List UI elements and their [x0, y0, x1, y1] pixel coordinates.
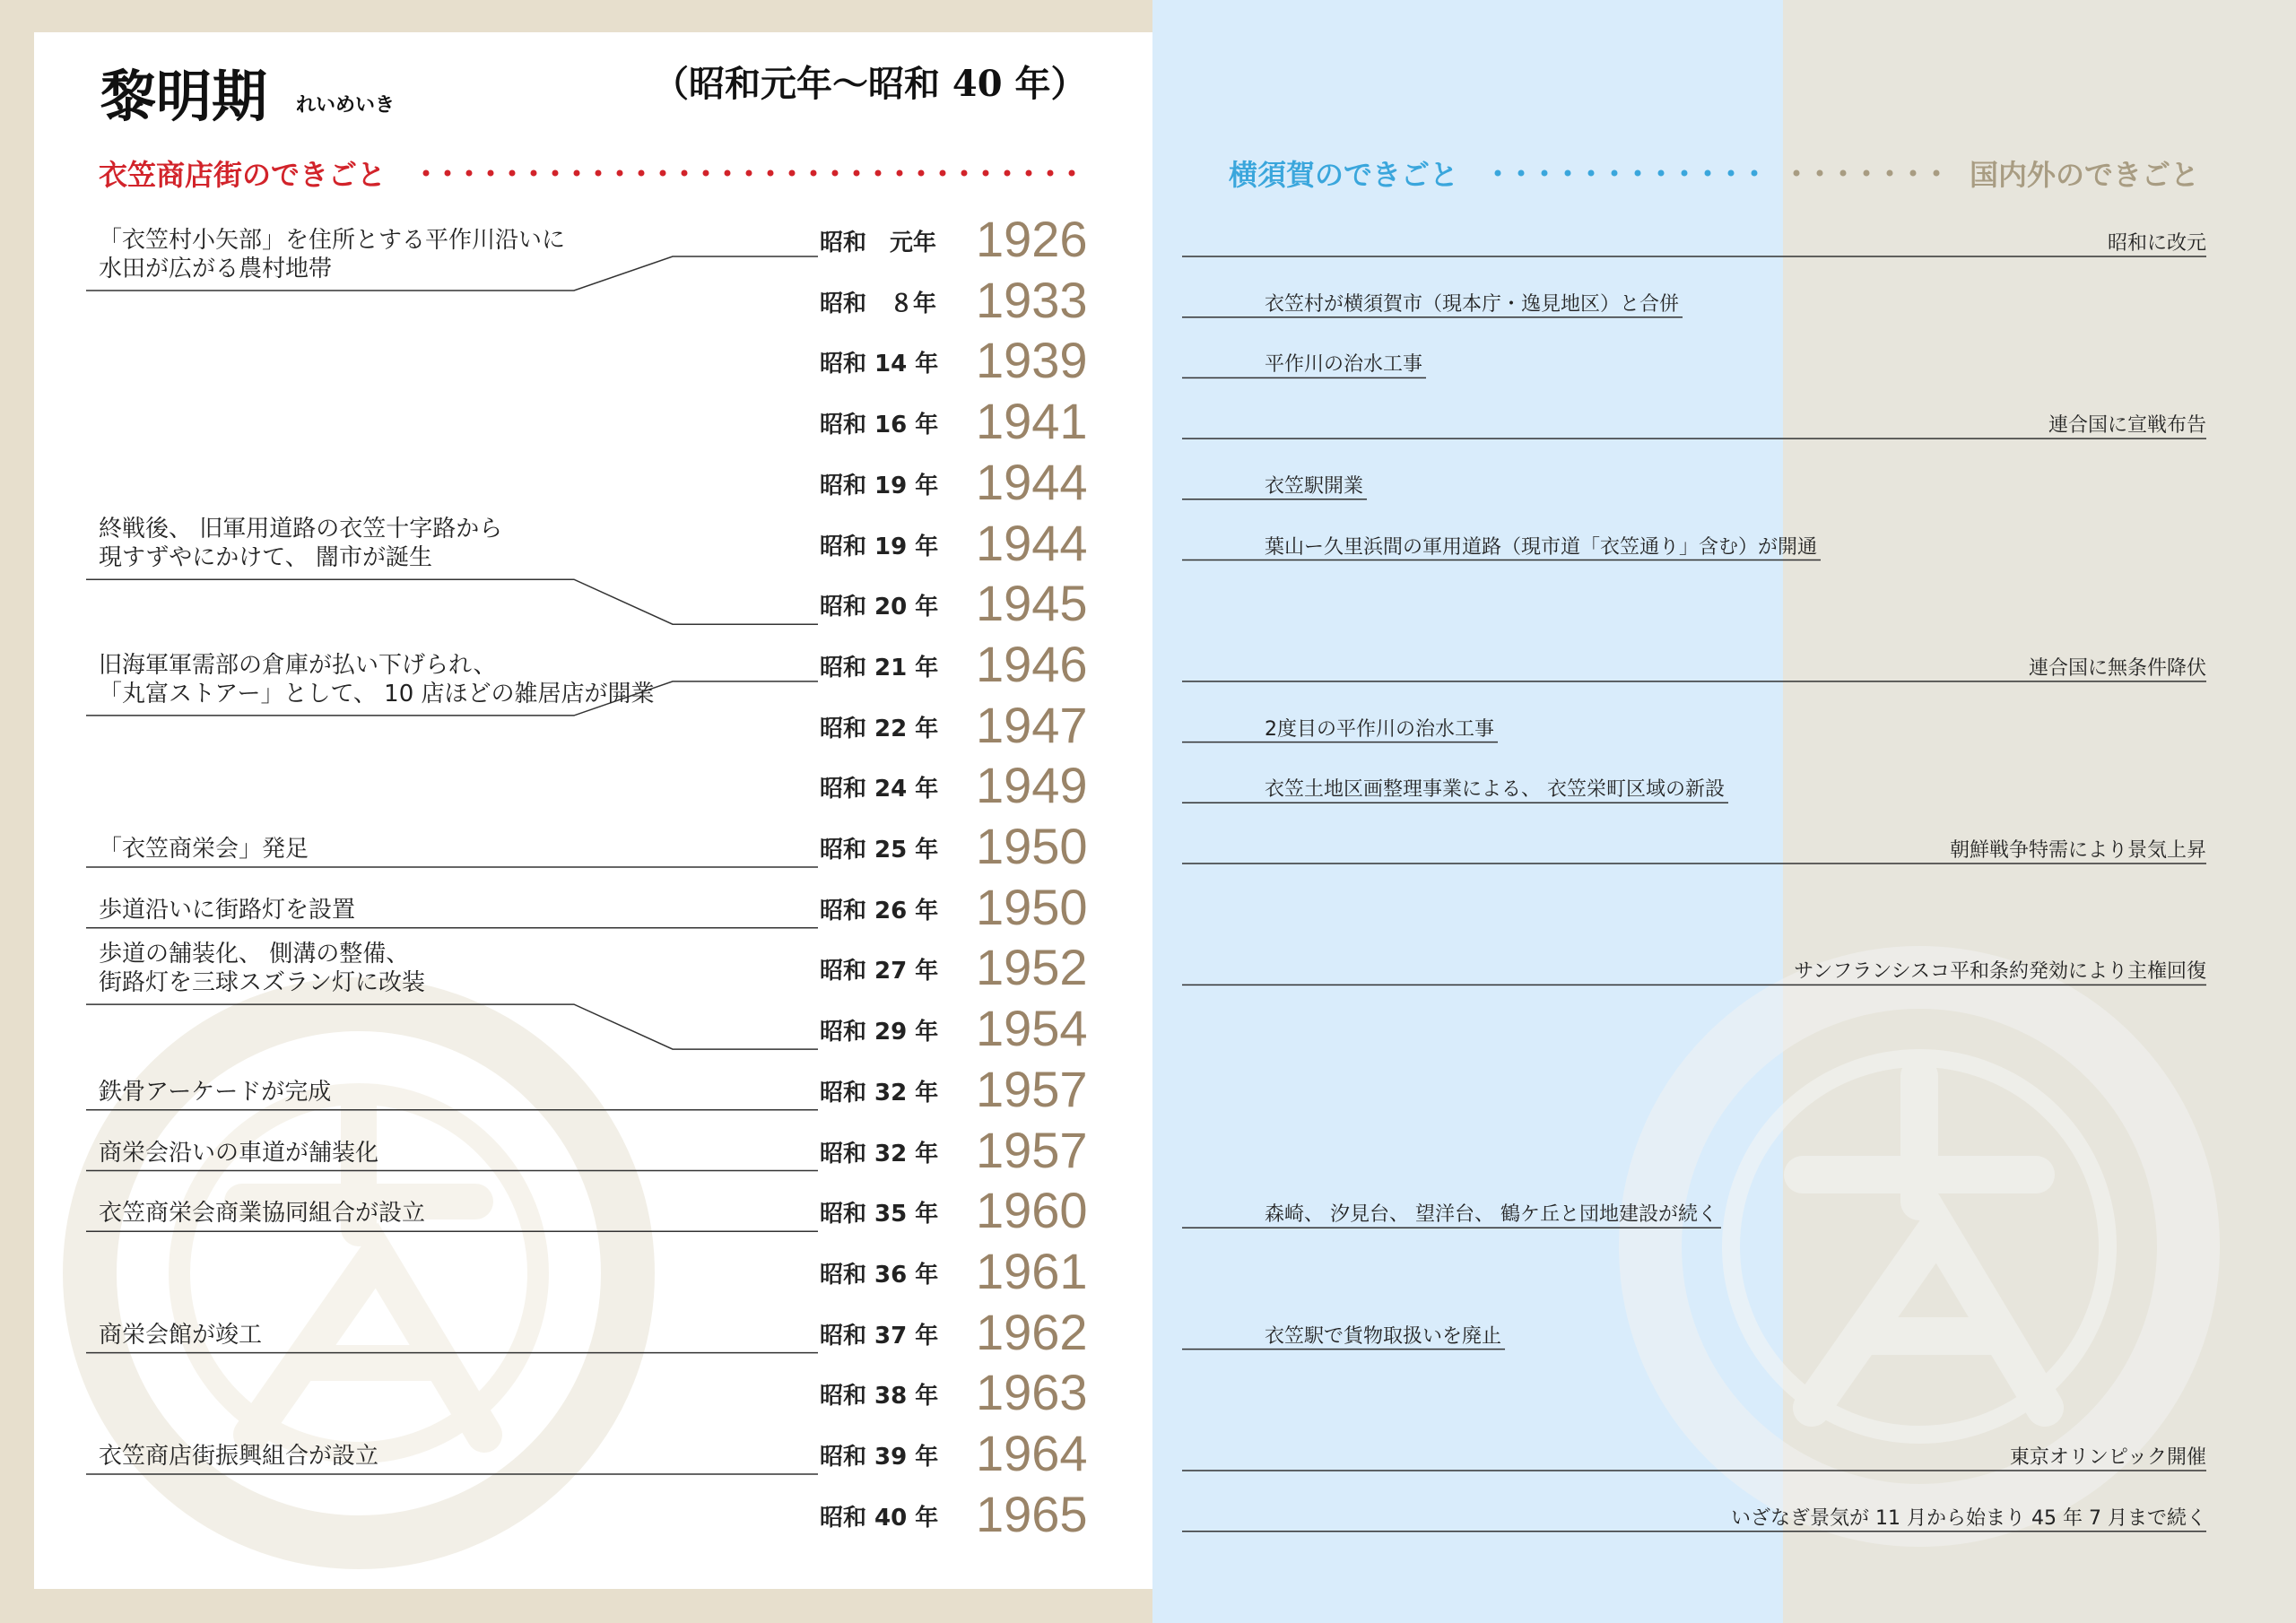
timeline-row	[0, 1485, 2296, 1549]
timeline-row	[0, 820, 2296, 881]
year-label: 1954	[976, 1000, 1088, 1057]
era-label: 昭和 27 年	[820, 958, 939, 985]
world-event: いざなぎ景気が 11 月から始まり 45 年 7 月まで続く	[1731, 1506, 2206, 1530]
local-event-line: 歩道の舗装化、 側溝の整備、	[99, 941, 410, 968]
city-event: 衣笠駅で貨物取扱いを廃止	[1265, 1324, 1502, 1348]
section-heading-local: 衣笠商店街のできごと	[99, 158, 387, 192]
era-label: 昭和 35 年	[820, 1201, 939, 1228]
year-label: 1944	[976, 514, 1088, 571]
era-label: 昭和 32 年	[820, 1140, 939, 1167]
local-event-line: 現すずやにかけて、 闇市が誕生	[99, 544, 433, 572]
year-label: 1949	[976, 757, 1088, 814]
local-event-line: 終戦後、 旧軍用道路の衣笠十字路から	[99, 516, 503, 543]
timeline-row	[0, 1303, 2296, 1367]
timeline-row	[0, 334, 2296, 395]
year-label: 1960	[976, 1182, 1088, 1239]
local-event	[99, 515, 502, 572]
era-label: 昭和 37 年	[820, 1322, 939, 1350]
year-label: 1952	[976, 939, 1088, 996]
era-label: 昭和 39 年	[820, 1444, 939, 1471]
local-event	[99, 1199, 425, 1228]
city-event: 衣笠土地区画整理事業による、 衣笠栄町区域の新設	[1265, 778, 1725, 802]
year-label: 1963	[976, 1364, 1088, 1421]
city-event: 衣笠駅開業	[1265, 474, 1364, 498]
city-event: 2度目の平作川の治水工事	[1265, 717, 1494, 741]
era-label: 昭和 ８年	[820, 290, 937, 317]
year-label: 1957	[976, 1060, 1088, 1117]
local-event-line: 商栄会沿いの車道が舗装化	[99, 1139, 379, 1167]
era-label: 昭和 20 年	[820, 594, 939, 621]
local-event	[99, 1139, 378, 1167]
era-label: 昭和 36 年	[820, 1261, 939, 1289]
era-label: 昭和 19 年	[820, 472, 939, 499]
era-label: 昭和 25 年	[820, 837, 939, 864]
timeline-row	[0, 577, 2296, 638]
local-event-line: 衣笠商店街振興組合が設立	[99, 1443, 379, 1470]
year-label: 1947	[976, 696, 1088, 753]
local-event	[99, 1078, 331, 1107]
era-label: 昭和 14 年	[820, 351, 939, 378]
local-event-line: 「衣笠村小矢部」を住所とする平作川沿いに	[99, 227, 566, 254]
section-heading-world: 国内外のできごと	[1970, 158, 2200, 192]
era-label: 昭和 21 年	[820, 654, 939, 681]
local-event	[99, 835, 309, 864]
year-label: 1957	[976, 1121, 1088, 1178]
world-event: 東京オリンピック開催	[2009, 1446, 2206, 1469]
era-label: 昭和 22 年	[820, 715, 939, 742]
world-event: 朝鮮戦争特需により景気上昇	[1949, 839, 2206, 862]
timeline-row	[0, 395, 2296, 456]
era-label: 昭和 元年	[820, 230, 937, 256]
local-event-line: 商栄会館が竣工	[99, 1321, 263, 1349]
year-label: 1926	[976, 211, 1088, 267]
era-label: 昭和 16 年	[820, 412, 939, 439]
local-event	[99, 896, 355, 924]
section-heading-city: 横須賀のできごと	[1229, 158, 1459, 192]
world-event: 連合国に宣戦布告	[2048, 414, 2206, 438]
local-event-line: 衣笠商栄会商業協同組合が設立	[99, 1200, 426, 1228]
timeline-row	[0, 1364, 2296, 1428]
local-event-line: 歩道沿いに街路灯を設置	[99, 896, 356, 924]
city-event: 衣笠村が横須賀市（現本庁・逸見地区）と合併	[1265, 292, 1680, 316]
timeline-row	[0, 453, 2296, 517]
city-event: 平作川の治水工事	[1265, 353, 1423, 377]
world-event: サンフランシスコ平和条約発効により主権回復	[1794, 960, 2206, 984]
local-event	[99, 226, 565, 283]
city-event: 森崎、 汐見台、 望洋台、 鶴ケ丘と団地建設が続く	[1265, 1203, 1718, 1227]
year-label: 1944	[976, 453, 1088, 510]
page-title: 黎明期	[100, 64, 268, 129]
year-label: 1950	[976, 878, 1088, 935]
era-label: 昭和 24 年	[820, 776, 939, 803]
era-label: 昭和 38 年	[820, 1383, 939, 1410]
year-label: 1946	[976, 635, 1088, 692]
year-label: 1939	[976, 332, 1088, 389]
local-event-line: 「丸富ストアー」として、 10 店ほどの雑居店が開業	[99, 680, 655, 707]
year-label: 1950	[976, 818, 1088, 874]
local-event-line: 水田が広がる農村地帯	[99, 256, 333, 282]
world-event: 昭和に改元	[2107, 232, 2206, 255]
city-event: 葉山ー久里浜間の軍用道路（現市道「衣笠通り」含む）が開通	[1265, 535, 1818, 559]
era-label: 昭和 26 年	[820, 897, 939, 924]
local-event-line: 鉄骨アーケードが完成	[99, 1078, 332, 1106]
local-event	[99, 1321, 262, 1350]
world-event: 連合国に無条件降伏	[2028, 656, 2206, 680]
page-title-ruby: れいめいき	[296, 93, 396, 117]
period-range: （昭和元年〜昭和 40 年）	[653, 63, 1087, 105]
year-label: 1945	[976, 575, 1088, 632]
local-event	[99, 940, 425, 997]
era-label: 昭和 29 年	[820, 1019, 939, 1046]
year-label: 1964	[976, 1425, 1088, 1481]
year-label: 1941	[976, 393, 1088, 450]
year-label: 1962	[976, 1303, 1088, 1360]
timeline-row	[0, 1242, 2296, 1306]
era-label: 昭和 19 年	[820, 533, 939, 560]
local-event	[99, 1442, 378, 1471]
local-event-line: 街路灯を三球スズラン灯に改装	[99, 969, 426, 997]
timeline-row	[0, 759, 2296, 820]
local-event-line: 「衣笠商栄会」発足	[99, 836, 309, 863]
timeline-row	[0, 1002, 2296, 1063]
timeline-row	[0, 1060, 2296, 1124]
era-label: 昭和 32 年	[820, 1079, 939, 1107]
year-label: 1965	[976, 1485, 1088, 1542]
local-event	[99, 651, 655, 708]
year-label: 1961	[976, 1242, 1088, 1299]
era-label: 昭和 40 年	[820, 1504, 939, 1532]
local-event-line: 旧海軍軍需部の倉庫が払い下げられ、	[99, 651, 497, 679]
year-label: 1933	[976, 271, 1088, 328]
